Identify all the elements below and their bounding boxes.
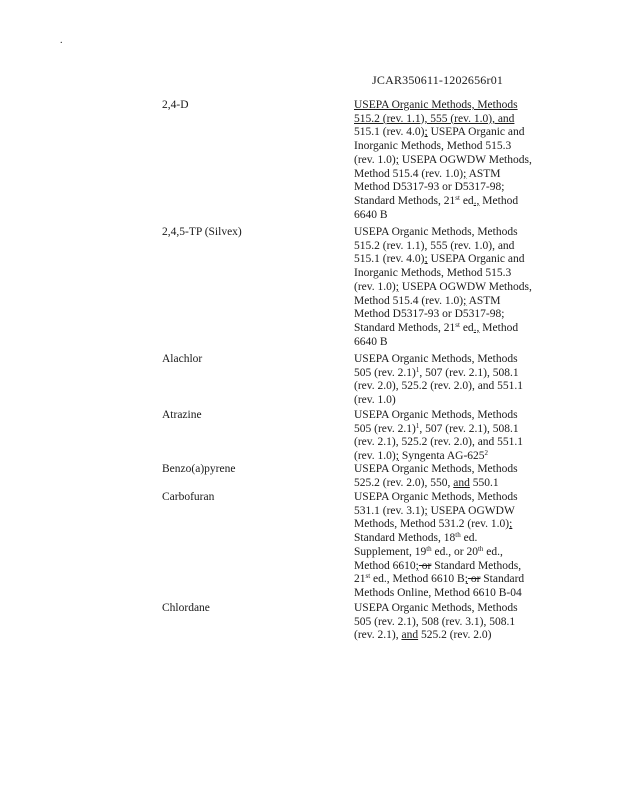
page-mark: .: [60, 35, 63, 46]
superscript: 1: [415, 365, 420, 374]
method-segment: ASTM Method D5317-93 or D5317-98; Standard Methods, 21: [354, 294, 505, 334]
method-segment: USEPA OGWDW Methods, Method 531.2 (rev. 1.0): [354, 504, 515, 531]
method-segment: or: [467, 573, 481, 586]
method-segment: ASTM Method D5317-93 or D5317-98; Standard Methods, 21: [354, 167, 505, 207]
table-row: [0, 353, 618, 409]
method-segment: ;: [424, 126, 428, 139]
document-id: JCAR350611-1202656r01: [372, 73, 504, 87]
method-segment: Standard Methods, 18: [354, 532, 456, 545]
method-text: [354, 491, 534, 601]
method-text: [354, 463, 534, 490]
superscript: st: [365, 572, 371, 581]
method-segment: USEPA Organic Methods, Methods 505 (rev. 2.1): [354, 409, 518, 435]
analyte-name: Atrazine: [162, 409, 202, 421]
method-segment: 550.1: [469, 476, 499, 489]
superscript: st: [455, 193, 460, 202]
method-segment: Method 6640 B: [354, 321, 519, 348]
method-segment: USEPA OGWDW Methods, Method 515.4 (rev. 1.0): [354, 280, 532, 307]
method-segment: ;: [415, 559, 419, 572]
method-segment: Standard Methods, 21: [354, 559, 522, 586]
method-segment: .,: [473, 194, 480, 207]
method-segment: ed: [459, 194, 474, 207]
method-segment: or: [418, 559, 432, 572]
superscript: th: [455, 531, 461, 540]
method-text: [354, 602, 534, 643]
table-row: [0, 226, 618, 353]
superscript: th: [477, 544, 484, 553]
method-segment: USEPA OGWDW Methods, Method 515.4 (rev. 1.0): [354, 153, 532, 180]
method-segment: ed. Supplement, 19: [354, 532, 478, 558]
method-segment: USEPA Organic Methods, Methods 505 (rev. 2.1), 508 (rev. 3.1), 508.1 (rev. 2.1),: [354, 602, 518, 642]
method-segment: and: [453, 476, 470, 489]
method-segment: , 507 (rev. 2.1), 508.1 (rev. 2.0), 525.2 (rev. 2.0), and 551.1 (rev. 1.0): [354, 366, 524, 407]
table-row: [0, 491, 618, 602]
superscript: 2: [484, 449, 489, 458]
method-segment: , 507 (rev. 2.1), 508.1 (rev. 2.1), 525.2 (rev. 2.0), and 551.1 (rev. 1.0): [354, 422, 524, 463]
analyte-name: Alachlor: [162, 353, 203, 365]
method-segment: ed., Method 6610: [354, 545, 503, 572]
superscript: 1: [415, 421, 420, 430]
method-segment: ed., or 20: [431, 545, 478, 558]
method-segment: USEPA Organic Methods, Methods 525.2 (rev. 2.0), 550,: [354, 463, 518, 489]
method-segment: ;: [463, 167, 467, 180]
method-segment: ;: [395, 153, 399, 166]
analyte-name: Benzo(a)pyrene: [162, 463, 236, 475]
method-text: [354, 409, 534, 464]
method-segment: USEPA Organic and Inorganic Methods, Method 515.3 (rev. 1.0): [354, 126, 525, 166]
superscript: st: [455, 320, 460, 329]
method-segment: USEPA Organic and Inorganic Methods, Method 515.3 (rev. 1.0): [354, 253, 525, 293]
analyte-name: 2,4-D: [162, 99, 189, 111]
method-segment: and: [401, 629, 419, 642]
method-segment: Method 6640 B: [354, 194, 519, 221]
method-segment: ;: [424, 253, 428, 266]
analyte-name: Carbofuran: [162, 491, 215, 503]
table-row: [0, 602, 618, 646]
method-segment: .,: [473, 321, 480, 334]
method-segment: Syngenta AG-625: [398, 450, 485, 463]
method-segment: ed., Method 6610 B: [370, 573, 465, 586]
method-text: [354, 353, 534, 408]
method-segment: ;: [395, 280, 399, 293]
method-text: [354, 226, 534, 349]
table-row: [0, 99, 618, 226]
method-segment: USEPA Organic Methods, Methods 515.2 (rev. 1.1), 555 (rev. 1.0), and 515.1 (rev. 4.0): [354, 226, 518, 266]
method-segment: ed: [459, 321, 474, 334]
method-segment: ;: [509, 518, 513, 531]
method-segment: USEPA Organic Methods, Methods 531.1 (rev. 3.1): [354, 491, 518, 517]
analyte-name: Chlordane: [162, 602, 210, 614]
analyte-methods-table: [0, 99, 618, 646]
method-segment: 515.1 (rev. 4.0): [354, 126, 425, 139]
method-segment: , and: [492, 112, 515, 125]
method-segment: 525.2 (rev. 2.0): [418, 629, 492, 642]
table-row: [0, 463, 618, 491]
method-segment: ;: [464, 573, 468, 586]
table-row: [0, 409, 618, 463]
method-segment: ;: [424, 504, 428, 517]
method-segment: USEPA Organic Methods, Methods 515.2 (rev. 1.1), 555 (rev. 1.0): [354, 99, 518, 125]
method-segment: ;: [463, 294, 467, 307]
method-segment: USEPA Organic Methods, Methods 505 (rev. 2.1): [354, 353, 518, 379]
method-segment: ;: [395, 450, 399, 463]
analyte-name: 2,4,5-TP (Silvex): [162, 226, 242, 238]
method-segment: Standard Methods Online, Method 6610 B-04: [354, 573, 525, 599]
method-text: [354, 99, 534, 222]
superscript: th: [426, 544, 432, 553]
